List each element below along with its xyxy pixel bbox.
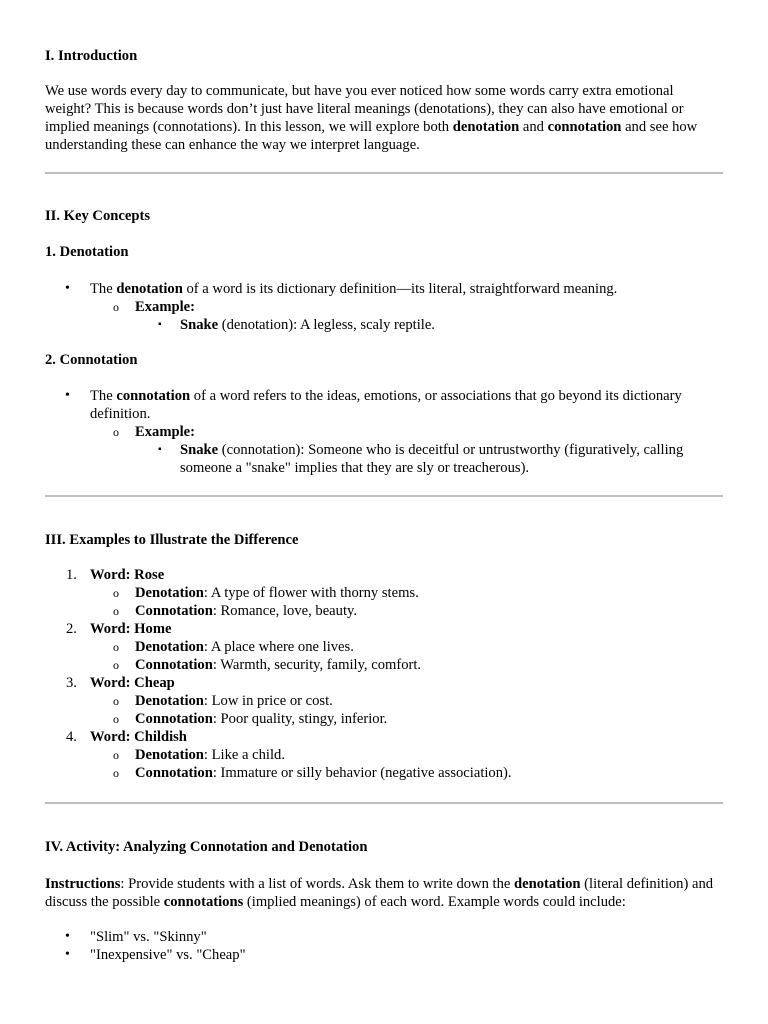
disc-bullet: •: [65, 281, 70, 296]
list-item: [45, 746, 723, 764]
section-divider: [45, 172, 723, 174]
example-text: (connotation): Someone who is deceitful or untrustworthy (figuratively, calling someone a "snake" implies that they are sly or treacherous).: [180, 442, 684, 476]
list-text: The: [90, 388, 117, 404]
list-item: [45, 298, 723, 316]
instructions-term-connotations: connotations: [163, 894, 244, 910]
list-item: [45, 710, 723, 728]
example-item-3: [45, 674, 723, 728]
term-denotation: denotation: [116, 281, 183, 297]
intro-text-2: and: [519, 119, 548, 135]
denotation-list: [45, 280, 723, 334]
circle-bullet: o: [113, 766, 119, 780]
connotation-text: : Warmth, security, family, comfort.: [212, 657, 422, 673]
connotation-label: Connotation: [135, 603, 213, 619]
connotation-label: Connotation: [135, 657, 213, 673]
word-pair: "Slim" vs. "Skinny": [90, 929, 207, 945]
heading-denotation: 1. Denotation: [45, 244, 129, 260]
instructions-text-2: (literal definition) and discuss the possible: [45, 876, 714, 910]
circle-bullet: o: [113, 604, 119, 618]
denotation-label: Denotation: [135, 693, 204, 709]
instructions-text-1: : Provide students with a list of words. Ask them to write down the: [120, 876, 515, 892]
list-item: [45, 728, 723, 746]
intro-paragraph: [45, 82, 723, 154]
item-number: 4.: [66, 729, 77, 745]
word-pair: "Inexpensive" vs. "Cheap": [90, 947, 246, 963]
instructions-label: Instructions: [45, 876, 121, 892]
term-connotation: connotation: [116, 388, 191, 404]
item-number: 3.: [66, 675, 77, 691]
instructions-term-denotation: denotation: [514, 876, 581, 892]
denotation-text: : A place where one lives.: [203, 639, 354, 655]
connotation-text: : Poor quality, stingy, inferior.: [212, 711, 388, 727]
list-item: [45, 764, 723, 782]
list-item: [45, 441, 723, 477]
square-bullet: ▪: [158, 319, 162, 330]
intro-term-connotation: connotation: [547, 119, 622, 135]
instructions-paragraph: [45, 875, 723, 911]
heading-activity: IV. Activity: Analyzing Connotation and Denotation: [45, 839, 368, 855]
instructions-text-3: (implied meanings) of each word. Example words could include:: [243, 894, 626, 910]
example-word: Word: Cheap: [90, 675, 175, 691]
heading-introduction: I. Introduction: [45, 48, 138, 64]
circle-bullet: o: [113, 748, 119, 762]
list-item: [45, 620, 723, 638]
list-item: [45, 928, 723, 946]
list-item: [45, 602, 723, 620]
list-item: [45, 584, 723, 602]
example-item-1: [45, 566, 723, 620]
list-item: [45, 423, 723, 441]
denotation-label: Denotation: [135, 639, 204, 655]
disc-bullet: •: [65, 929, 70, 944]
section-divider: [45, 802, 723, 804]
word-pairs-list: [45, 928, 723, 964]
square-bullet: ▪: [158, 444, 162, 455]
example-word: Snake: [180, 317, 219, 333]
example-word: Word: Home: [90, 621, 172, 637]
denotation-text: : Low in price or cost.: [203, 693, 333, 709]
connotation-label: Connotation: [135, 765, 213, 781]
circle-bullet: o: [113, 640, 119, 654]
item-number: 1.: [66, 567, 77, 583]
list-item: [45, 946, 723, 964]
circle-bullet: o: [113, 425, 119, 439]
list-item: [45, 387, 723, 423]
example-label: Example:: [135, 299, 195, 315]
section-divider: [45, 495, 723, 497]
circle-bullet: o: [113, 712, 119, 726]
disc-bullet: •: [65, 388, 70, 403]
list-item: [45, 280, 723, 298]
example-word: Word: Rose: [90, 567, 165, 583]
example-text: (denotation): A legless, scaly reptile.: [218, 317, 435, 333]
circle-bullet: o: [113, 586, 119, 600]
circle-bullet: o: [113, 694, 119, 708]
list-text: The: [90, 281, 117, 297]
intro-text-1: We use words every day to communicate, but have you ever noticed how some words carry extra emotional weight? This is because words don’t just have literal meanings (denotations), they can also have emotional or implied meanings (connotations). In this lesson, we will explore both: [45, 83, 684, 135]
denotation-text: : A type of flower with thorny stems.: [203, 585, 419, 601]
list-item: [45, 674, 723, 692]
list-item: [45, 566, 723, 584]
heading-key-concepts: II. Key Concepts: [45, 208, 150, 224]
denotation-label: Denotation: [135, 585, 204, 601]
denotation-label: Denotation: [135, 747, 204, 763]
examples-list: [45, 566, 723, 782]
list-item: [45, 638, 723, 656]
item-number: 2.: [66, 621, 77, 637]
connotation-label: Connotation: [135, 711, 213, 727]
example-word: Snake: [180, 442, 219, 458]
list-item: [45, 656, 723, 674]
connotation-text: : Romance, love, beauty.: [212, 603, 357, 619]
disc-bullet: •: [65, 947, 70, 962]
intro-text-3: and see how understanding these can enhance the way we interpret language.: [45, 119, 698, 153]
heading-connotation: 2. Connotation: [45, 352, 138, 368]
example-word: Word: Childish: [90, 729, 187, 745]
list-item: [45, 316, 723, 334]
list-text: of a word refers to the ideas, emotions, or associations that go beyond its dictionary definition.: [90, 388, 682, 422]
circle-bullet: o: [113, 658, 119, 672]
intro-term-denotation: denotation: [452, 119, 520, 135]
list-item: [45, 692, 723, 710]
example-label: Example:: [135, 424, 195, 440]
example-item-4: [45, 728, 723, 782]
example-item-2: [45, 620, 723, 674]
denotation-text: : Like a child.: [203, 747, 285, 763]
connotation-text: : Immature or silly behavior (negative association).: [212, 765, 512, 781]
heading-examples: III. Examples to Illustrate the Difference: [45, 532, 299, 548]
connotation-list: [45, 387, 723, 477]
circle-bullet: o: [113, 300, 119, 314]
list-text: of a word is its dictionary definition—its literal, straightforward meaning.: [182, 281, 618, 297]
